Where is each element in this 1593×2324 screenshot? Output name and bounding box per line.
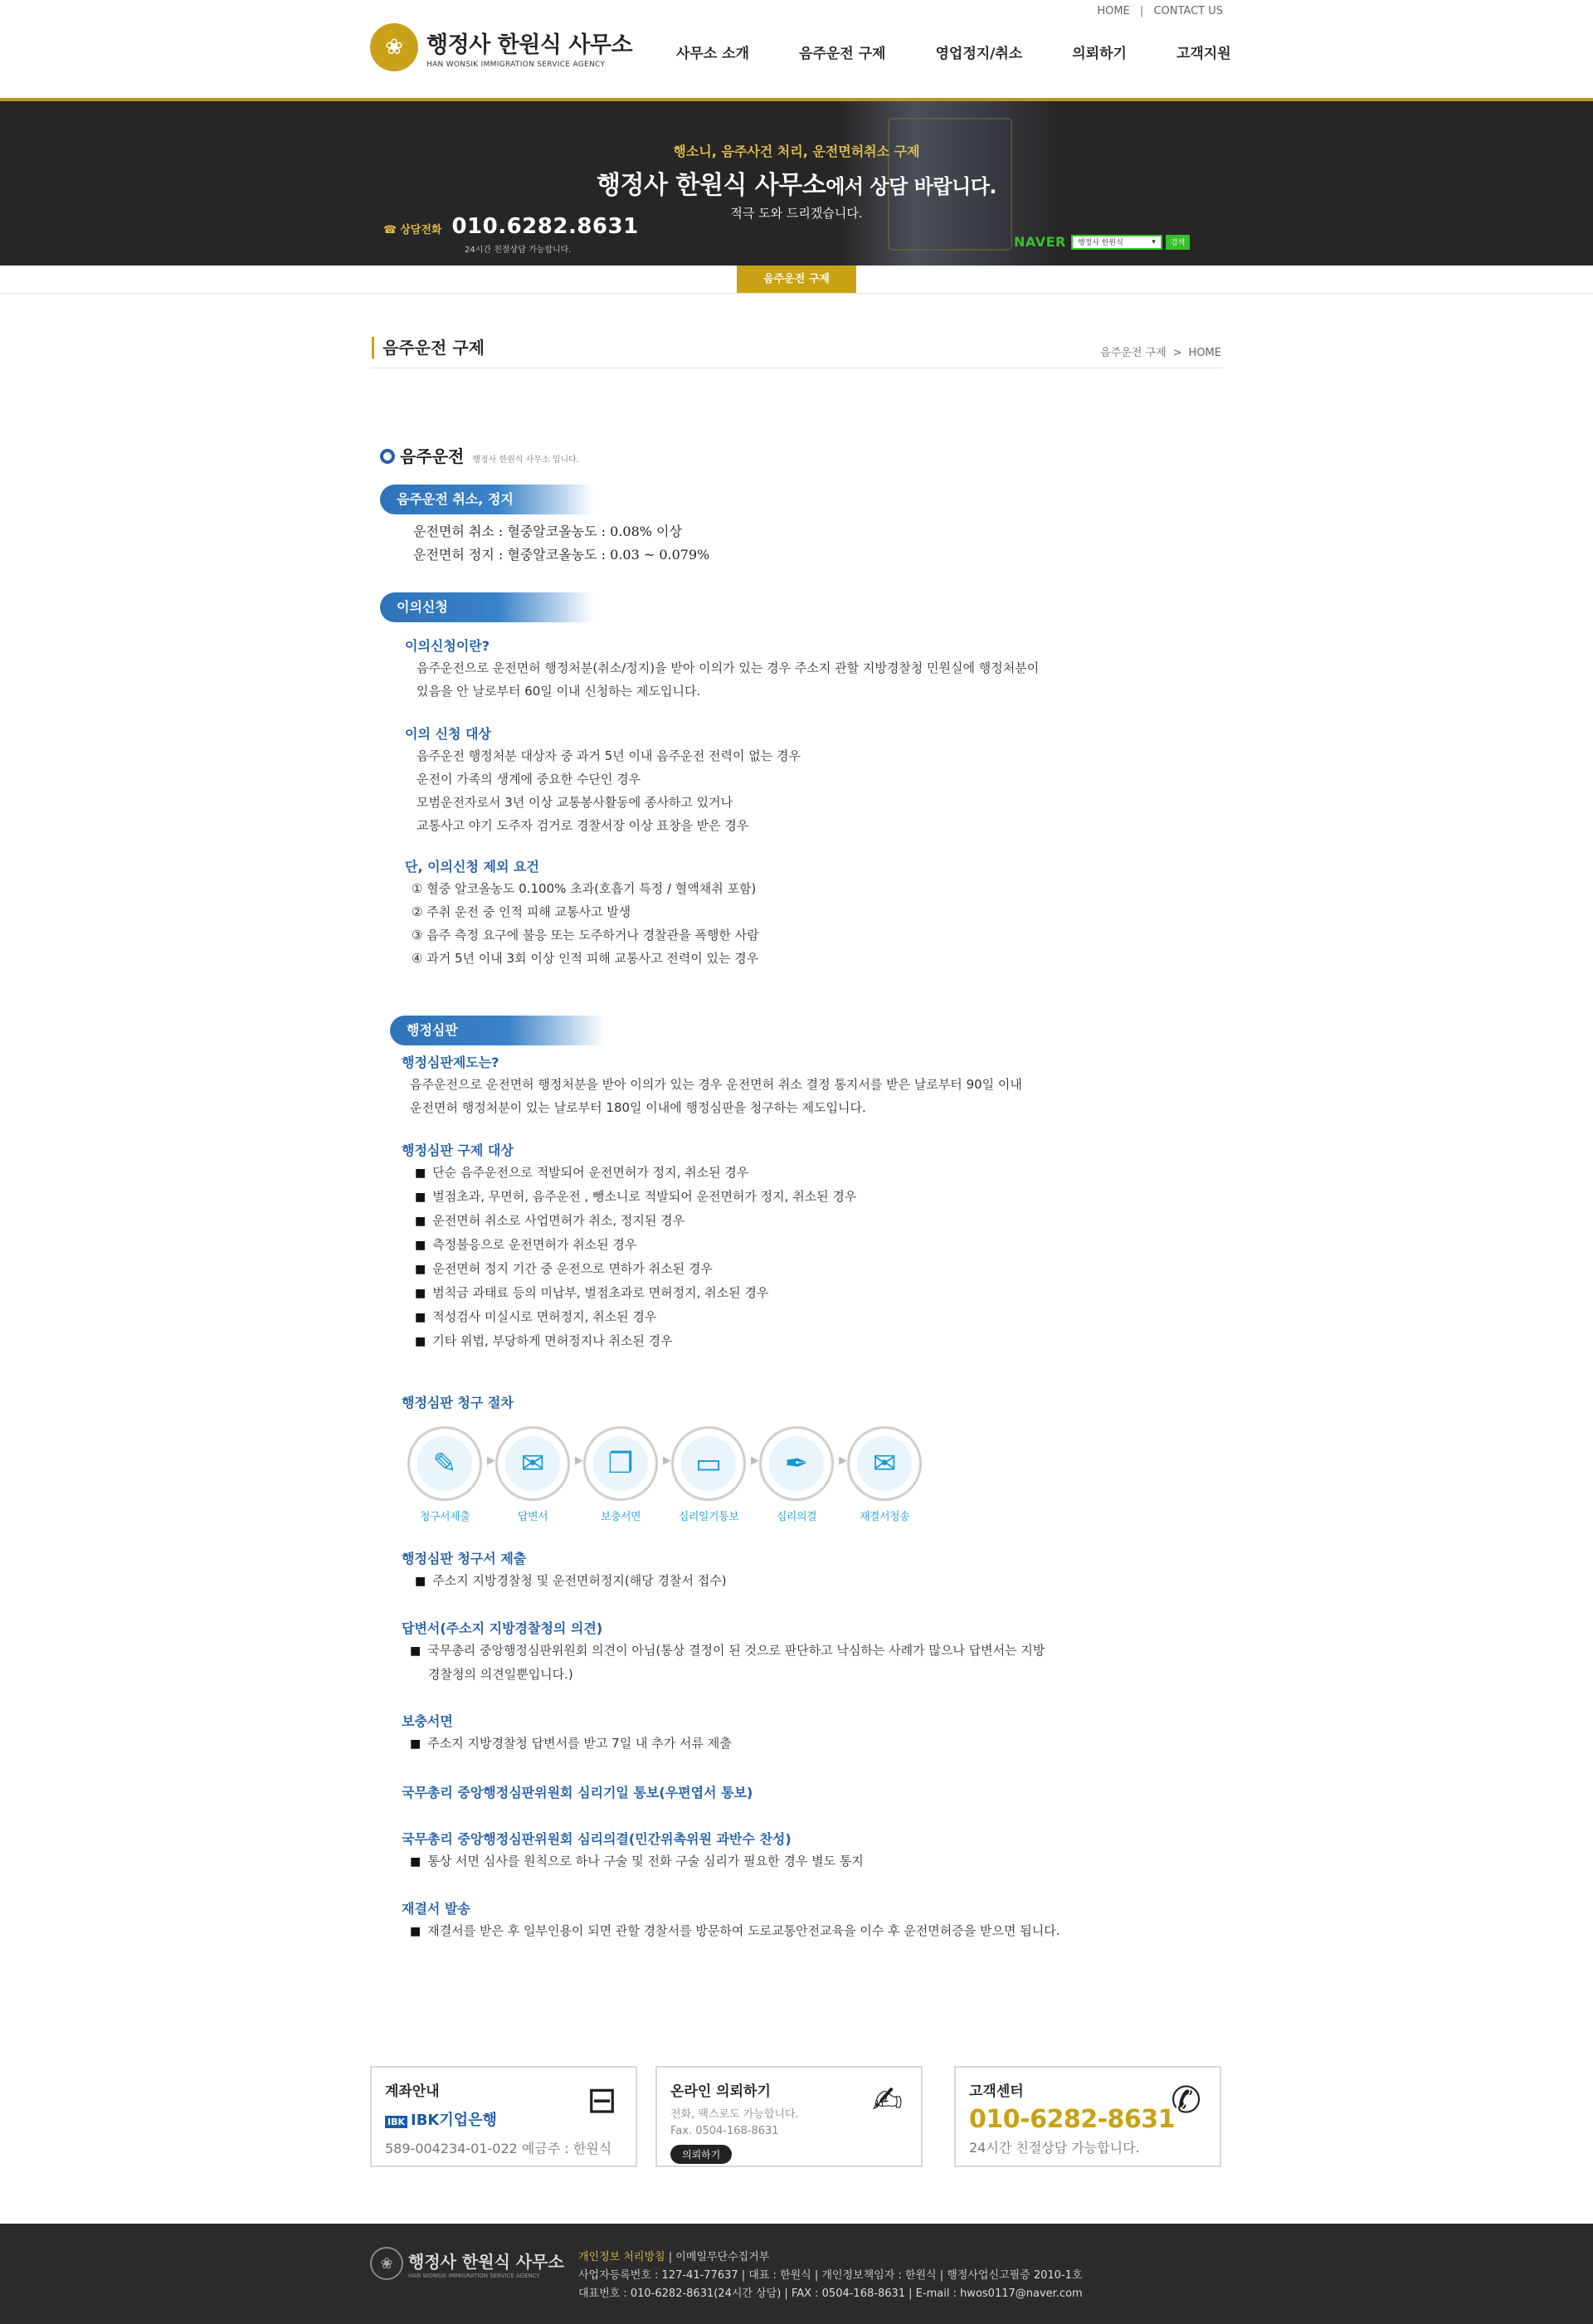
arrow-right-icon: ▶ [839, 1454, 847, 1467]
arrow-right-icon: ▶ [487, 1454, 495, 1467]
step-label: 청구서제출 [419, 1511, 470, 1523]
cancel-criteria: 운전면허 취소 : 혈중알코올농도 : 0.08% 이상 [413, 524, 682, 539]
form-icon: ✎ [417, 1436, 472, 1491]
breadcrumb-current: 음주운전 구제 [1100, 347, 1167, 359]
list-item: ■ 단순 음주운전으로 적발되어 운전면허가 정지, 취소된 경우 [415, 1161, 856, 1185]
detail-answer [402, 1618, 1045, 1686]
footer-logo [370, 2247, 564, 2280]
naver-query: 행정사 한원식 [1077, 239, 1123, 247]
account-number: 589-004234-01-022 예금주 : 한원식 [385, 2141, 612, 2156]
list-item: ③ 음주 측정 요구에 불응 또는 도주하거나 경찰관을 폭행한 사람 [412, 928, 759, 943]
breadcrumb [1100, 343, 1221, 359]
process-heading: 행정심판 청구 절차 [402, 1395, 514, 1410]
step-submit [402, 1426, 495, 1523]
breadcrumb-separator: > [1172, 347, 1182, 359]
phone-note: 24시간 친절상담 가능합니다. [465, 246, 572, 255]
privacy-policy-link[interactable]: 개인정보 처리방침 [578, 2251, 665, 2263]
criteria-list [413, 520, 709, 567]
account-box [370, 2066, 637, 2167]
sub-tab-divider [0, 293, 1593, 294]
banner-headline-main: 행정사 한원식 사무소 [596, 171, 826, 200]
pill-objection: 이의신청 [380, 592, 594, 622]
document-pen-icon: ✍ [872, 2079, 903, 2122]
step-label: 심리의결 [776, 1511, 817, 1523]
main-nav [676, 41, 1231, 62]
section-title: 음주운전 [400, 446, 465, 466]
list-item: ① 혈중 알코올농도 0.100% 초과(호흡기 특정 / 혈액채취 포함) [412, 881, 757, 896]
admin-trial-desc-2: 운전면허 행정처분이 있는 날로부터 180일 이내에 행정심판을 청구하는 제도입니다. [410, 1100, 866, 1115]
detail-hearing-notice [402, 1782, 753, 1801]
top-link-home[interactable]: HOME [1097, 5, 1130, 17]
section-subtitle: 행정사 한원식 사무소 입니다. [472, 456, 579, 465]
request-title: 온라인 의뢰하기 [670, 2083, 771, 2100]
admin-trial-desc-1: 음주운전으로 운전면허 행정처분을 받아 이의가 있는 경우 운전면허 취소 결정 통지서를 받은 날로부터 90일 이내 [410, 1077, 1022, 1092]
nav-business-suspension[interactable]: 영업정지/취소 [935, 46, 1023, 62]
customer-center-title: 고객센터 [969, 2083, 1024, 2100]
bank-name: IBK기업은행 [411, 2112, 497, 2129]
step-hearing-notice [665, 1426, 759, 1523]
arrow-right-icon: ▶ [751, 1454, 759, 1467]
step-supplement [577, 1426, 671, 1523]
admin-trial-what [402, 1052, 1022, 1119]
detail-resolution [402, 1829, 864, 1873]
step-resolution [753, 1426, 847, 1523]
naver-search-button[interactable]: 검색 [1166, 235, 1190, 250]
list-item: ■ 범칙금 과태료 등의 미납부, 벌점초과로 면허정지, 취소된 경우 [415, 1281, 856, 1305]
step-label: 보충서면 [600, 1511, 641, 1523]
objection-desc-1: 음주운전으로 운전면허 행정처분(취소/정지)을 받아 이의가 있는 경우 주소지 관할 지방경찰청 민원실에 행정처분이 [417, 660, 1040, 675]
nav-request[interactable]: 의뢰하기 [1072, 46, 1127, 62]
phone-icon: ☎ [383, 224, 397, 236]
list-item: ④ 과거 5년 이내 3회 이상 인적 피해 교통사고 전력이 있는 경우 [412, 951, 759, 966]
list-item: 모범운전자로서 3년 이상 교통봉사활동에 종사하고 있거나 [417, 795, 733, 810]
nav-dui-relief[interactable]: 음주운전 구제 [799, 46, 886, 62]
banner-phone [383, 214, 639, 239]
logo-name-en: HAN WONSIK IMMIGRATION SERVICE AGENCY [426, 60, 606, 69]
detail-text: ■ 국무총리 중앙행정심판위원회 의견이 아님(통상 결정이 된 것으로 판단하고 낙심하는 사례가 많으나 답변서는 지방 [410, 1639, 1045, 1663]
footer-contact-info: 대표번호 : 010-6282-8631(24시간 상담) | FAX : 0504-168-8631 | E-mail : hwos0117@naver.com [578, 2287, 1083, 2300]
detail-text: ■ 재결서를 받은 후 일부인용이 되면 관할 경찰서를 방문하여 도로교통안전교육을 이수 후 운전면허증을 받으면 됩니다. [410, 1919, 1060, 1943]
list-item: ■ 기타 위법, 부당하게 면허정지나 취소된 경우 [415, 1329, 856, 1353]
bank-logo-tag: IBK [385, 2116, 407, 2128]
list-item: ■ 운전면허 정지 기간 중 운전으로 면하가 취소된 경우 [415, 1257, 856, 1281]
list-item: ■ 적성검사 미실시로 면허정지, 취소된 경우 [415, 1305, 856, 1329]
list-item: ■ 운전면허 취소로 사업면허가 취소, 정지된 경우 [415, 1209, 856, 1233]
seal-icon: ❀ [370, 2247, 403, 2280]
step-decision-send [841, 1426, 928, 1523]
list-item: 교통사고 야기 도주자 검거로 경찰서장 이상 표창을 받은 경우 [417, 818, 749, 833]
banner-tagline: 적극 도와 드리겠습니다. [730, 206, 863, 221]
detail-heading: 국무총리 중앙행정심판위원회 심리기일 통보(우편엽서 통보) [402, 1785, 753, 1800]
naver-search [1014, 234, 1190, 250]
online-request-box [655, 2066, 923, 2167]
objection-desc-2: 있음을 안 날로부터 60일 이내 신청하는 제도입니다. [417, 684, 701, 699]
footer-info: 개인정보 처리방침 | 이메일무단수집거부 사업자등록번호 : 127-41-77637 | 대표 : 한원식 | 개인정보책임자 : 한원식 | 행정사업신고필증 2010-1호 대표번호 : 010-6282-8631(24시간 상담) | FAX : 0504-168-8631 | E-mail : hwos0117@naver.com [578, 2248, 1083, 2303]
banner-headline-rest: 에서 상담 바랍니다. [826, 175, 997, 198]
process-section [402, 1392, 929, 1523]
detail-supplement [402, 1711, 732, 1756]
footer-logo-en: HAN WONSIK IMMIGRATION SERVICE AGENCY [408, 2272, 540, 2279]
page-title: 음주운전 구제 [372, 337, 485, 358]
admin-trial-target-heading: 행정심판 구제 대상 [402, 1143, 514, 1158]
request-fax: Fax. 0504-168-8631 [670, 2125, 779, 2137]
stamp-icon: ✒ [769, 1436, 824, 1491]
customer-phone: 010-6282-8631 [969, 2105, 1176, 2134]
mail-icon: ✉ [505, 1436, 560, 1491]
footer-business-info: 사업자등록번호 : 127-41-77637 | 대표 : 한원식 | 개인정보책임자 : 한원식 | 행정사업신고필증 2010-1호 [578, 2269, 1083, 2282]
footer-logo-ko: 행정사 한원식 사무소 [408, 2251, 564, 2272]
detail-submit [402, 1548, 727, 1593]
phone-icon: ✆ [1171, 2079, 1201, 2122]
list-item: ■ 벌점초과, 무면허, 음주운전 , 뺑소니로 적발되어 운전면허가 정지, 취소된 경우 [415, 1185, 856, 1209]
top-links [1097, 5, 1223, 17]
list-item: ② 주취 운전 중 인적 피해 교통사고 발생 [412, 904, 631, 919]
pill-cancel-stop: 음주운전 취소, 정지 [380, 485, 594, 514]
request-desc: 전화, 팩스로도 가능합니다. [670, 2108, 799, 2121]
stop-criteria: 운전면허 정지 : 혈중알코올농도 : 0.03 ~ 0.079% [413, 547, 710, 563]
breadcrumb-home[interactable]: HOME [1188, 347, 1221, 359]
top-link-contact[interactable]: CONTACT US [1153, 5, 1223, 17]
detail-text: 경찰청의 의견일뿐입니다.) [428, 1667, 573, 1682]
site-logo[interactable] [370, 23, 632, 71]
nav-about[interactable]: 사무소 소개 [676, 46, 750, 62]
detail-heading: 답변서(주소지 지방경찰청의 의견) [402, 1620, 603, 1636]
list-item: ■ 측정불응으로 운전면허가 취소된 경우 [415, 1233, 856, 1257]
detail-heading: 보충서면 [402, 1713, 453, 1729]
admin-trial-targets [402, 1140, 856, 1353]
objection-exclusion-heading: 단, 이의신청 제외 요건 [405, 859, 539, 875]
naver-logo: NAVER [1014, 234, 1066, 250]
step-answer [490, 1426, 583, 1523]
detail-heading: 행정심판 청구서 제출 [402, 1551, 527, 1566]
section-header [380, 443, 579, 467]
objection-targets [405, 724, 801, 837]
ring-icon [380, 449, 395, 464]
detail-heading: 재결서 발송 [402, 1901, 470, 1917]
detail-text: ■ 주소지 지방경찰청 및 운전면허정지(해당 경찰서 접수) [415, 1569, 727, 1593]
detail-heading: 국무총리 중앙행정심판위원회 심리의결(민간위촉위원 과반수 찬성) [402, 1831, 792, 1847]
process-steps [402, 1426, 929, 1523]
header [0, 0, 1593, 98]
documents-icon: ❐ [593, 1436, 648, 1491]
pill-admin-trial: 행정심판 [390, 1016, 604, 1045]
step-label: 재결서청송 [859, 1511, 910, 1523]
divider: | [1139, 5, 1144, 17]
seal-icon: ❀ [370, 23, 418, 71]
customer-center-note: 24시간 친절상담 가능합니다. [969, 2140, 1140, 2156]
arrow-right-icon: ▶ [575, 1454, 583, 1467]
footer [0, 2224, 1593, 2324]
customer-center-box [954, 2066, 1221, 2167]
request-button[interactable]: 의뢰하기 [670, 2145, 732, 2164]
banner-subtitle: 행소니, 음주사건 처리, 운전면허취소 구제 [673, 144, 920, 159]
step-label: 심리일기통보 [678, 1511, 739, 1523]
objection-target-heading: 이의 신청 대상 [405, 726, 491, 742]
naver-search-box[interactable] [1071, 235, 1162, 250]
email-refuse-link[interactable]: 이메일무단수집거부 [675, 2251, 770, 2263]
objection-exclusions [405, 856, 759, 970]
detail-text: ■ 통상 서면 심사를 원칙으로 하나 구술 및 전화 구술 심리가 필요한 경우 별도 통지 [410, 1849, 864, 1873]
detail-text: ■ 주소지 지방경찰청 답변서를 받고 7일 내 추가 서류 제출 [410, 1732, 732, 1756]
phone-number: 010.6282.8631 [451, 214, 639, 239]
step-label: 답변서 [517, 1511, 548, 1523]
admin-trial-question: 행정심판제도는? [402, 1055, 499, 1070]
logo-name-ko: 행정사 한원식 사무소 [426, 32, 633, 58]
list-item: 운전이 가족의 생계에 중요한 수단인 경우 [417, 772, 641, 787]
list-item: 음주운전 행정처분 대상자 중 과거 5년 이내 음주운전 전력이 없는 경우 [417, 748, 801, 763]
account-title: 계좌안내 [385, 2083, 440, 2100]
hero-banner [0, 98, 1593, 266]
letter-icon: ✉ [857, 1436, 912, 1491]
objection-what [405, 636, 1039, 703]
sub-tab-active[interactable]: 음주운전 구제 [737, 266, 856, 294]
chevron-down-icon: ▾ [1152, 237, 1156, 246]
money-stack-icon: ⊟ [587, 2079, 617, 2122]
arrow-right-icon: ▶ [663, 1454, 671, 1467]
detail-decision [402, 1898, 1060, 1943]
monitor-icon: ▭ [681, 1436, 736, 1491]
objection-question: 이의신청이란? [405, 638, 490, 654]
phone-label: ☎ 상담전화 [383, 224, 442, 236]
nav-support[interactable]: 고객지원 [1176, 46, 1231, 62]
banner-headline [0, 164, 1593, 201]
